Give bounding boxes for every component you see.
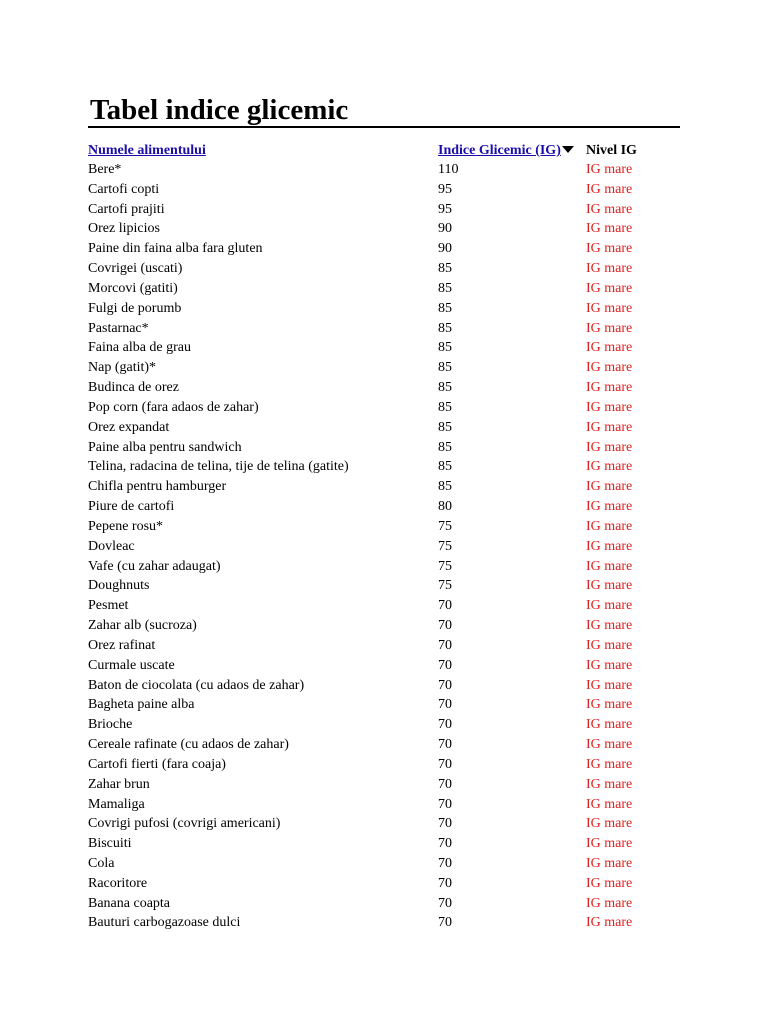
- ig-level-cell: IG mare: [586, 380, 633, 396]
- table-row: [88, 259, 688, 279]
- ig-value-cell: 85: [438, 300, 452, 316]
- ig-level-cell: IG mare: [586, 399, 633, 415]
- food-name-cell: Chifla pentru hamburger: [88, 479, 227, 495]
- ig-level-cell: IG mare: [586, 637, 633, 653]
- food-name-cell: Orez expandat: [88, 419, 170, 435]
- ig-value-cell: 70: [438, 836, 452, 852]
- table-row: [88, 378, 688, 398]
- ig-value-cell: 70: [438, 915, 452, 931]
- ig-value-cell: 85: [438, 459, 452, 475]
- table-row: [88, 636, 688, 656]
- ig-value-cell: 85: [438, 340, 452, 356]
- table-row: [88, 438, 688, 458]
- ig-level-cell: IG mare: [586, 915, 633, 931]
- food-name-cell: Orez lipicios: [88, 221, 160, 237]
- page-title: Tabel indice glicemic: [90, 94, 349, 126]
- table-row: [88, 358, 688, 378]
- ig-level-cell: IG mare: [586, 855, 633, 871]
- food-name-cell: Nap (gatit)*: [88, 360, 157, 376]
- ig-value-cell: 80: [438, 499, 452, 515]
- food-name-cell: Doughnuts: [88, 578, 150, 594]
- ig-level-cell: IG mare: [586, 340, 633, 356]
- ig-level-cell: IG mare: [586, 221, 633, 237]
- ig-level-cell: IG mare: [586, 518, 633, 534]
- ig-level-cell: IG mare: [586, 439, 633, 455]
- food-name-cell: Paine din faina alba fara gluten: [88, 241, 263, 257]
- table-row: [88, 913, 688, 933]
- table-row: [88, 755, 688, 775]
- food-name-cell: Bauturi carbogazoase dulci: [88, 915, 241, 931]
- ig-level-cell: IG mare: [586, 300, 633, 316]
- food-name-cell: Paine alba pentru sandwich: [88, 439, 242, 455]
- ig-value-cell: 95: [438, 201, 452, 217]
- food-name-cell: Pastarnac*: [88, 320, 149, 336]
- ig-level-cell: IG mare: [586, 737, 633, 753]
- food-name-cell: Pop corn (fara adaos de zahar): [88, 399, 259, 415]
- ig-level-cell: IG mare: [586, 756, 633, 772]
- food-name-cell: Fulgi de porumb: [88, 300, 182, 316]
- ig-level-cell: IG mare: [586, 895, 633, 911]
- ig-value-cell: 70: [438, 697, 452, 713]
- food-name-cell: Baton de ciocolata (cu adaos de zahar): [88, 677, 305, 693]
- ig-value-cell: 85: [438, 261, 452, 277]
- table-row: [88, 279, 688, 299]
- ig-value-cell: 70: [438, 855, 452, 871]
- title-underline: [88, 126, 680, 128]
- table-row: [88, 457, 688, 477]
- food-name-cell: Vafe (cu zahar adaugat): [88, 558, 221, 574]
- ig-value-cell: 75: [438, 558, 452, 574]
- sort-by-name-link[interactable]: Numele alimentului: [88, 143, 206, 158]
- ig-value-cell: 85: [438, 439, 452, 455]
- food-name-cell: Cartofi copti: [88, 181, 160, 197]
- table-row: [88, 200, 688, 220]
- table-row: [88, 775, 688, 795]
- table-row: [88, 874, 688, 894]
- ig-level-cell: IG mare: [586, 280, 633, 296]
- ig-level-cell: IG mare: [586, 776, 633, 792]
- table-row: [88, 735, 688, 755]
- food-name-cell: Orez rafinat: [88, 637, 156, 653]
- ig-value-cell: 85: [438, 419, 452, 435]
- glycemic-table: [88, 160, 688, 933]
- table-row: [88, 676, 688, 696]
- table-row: [88, 834, 688, 854]
- table-row: [88, 219, 688, 239]
- ig-level-cell: IG mare: [586, 836, 633, 852]
- food-name-cell: Zahar alb (sucroza): [88, 618, 197, 634]
- level-header: Nivel IG: [586, 143, 637, 158]
- ig-level-cell: IG mare: [586, 717, 633, 733]
- ig-level-cell: IG mare: [586, 677, 633, 693]
- ig-value-cell: 85: [438, 280, 452, 296]
- ig-level-cell: IG mare: [586, 796, 633, 812]
- ig-level-cell: IG mare: [586, 558, 633, 574]
- ig-value-cell: 70: [438, 598, 452, 614]
- ig-level-cell: IG mare: [586, 875, 633, 891]
- food-name-cell: Budinca de orez: [88, 380, 179, 396]
- ig-value-cell: 85: [438, 479, 452, 495]
- table-row: [88, 715, 688, 735]
- food-name-cell: Faina alba de grau: [88, 340, 192, 356]
- ig-level-cell: IG mare: [586, 241, 633, 257]
- table-row: [88, 795, 688, 815]
- food-name-cell: Banana coapta: [88, 895, 171, 911]
- table-row: [88, 338, 688, 358]
- ig-value-cell: 85: [438, 380, 452, 396]
- ig-value-cell: 95: [438, 181, 452, 197]
- ig-level-cell: IG mare: [586, 499, 633, 515]
- ig-value-cell: 70: [438, 756, 452, 772]
- ig-value-cell: 70: [438, 618, 452, 634]
- ig-value-cell: 70: [438, 776, 452, 792]
- table-row: [88, 616, 688, 636]
- table-row: [88, 557, 688, 577]
- ig-value-cell: 75: [438, 538, 452, 554]
- ig-level-cell: IG mare: [586, 162, 633, 177]
- food-name-cell: Bagheta paine alba: [88, 697, 195, 713]
- sort-by-ig-header: [438, 141, 574, 161]
- table-row: [88, 180, 688, 200]
- ig-value-cell: 90: [438, 241, 452, 257]
- food-name-cell: Covrigi pufosi (covrigi americani): [88, 816, 281, 832]
- ig-value-cell: 70: [438, 796, 452, 812]
- table-row: [88, 854, 688, 874]
- food-name-cell: Pesmet: [88, 598, 129, 614]
- ig-level-cell: IG mare: [586, 697, 633, 713]
- food-name-cell: Covrigei (uscati): [88, 261, 183, 277]
- table-row: [88, 596, 688, 616]
- table-row: [88, 517, 688, 537]
- ig-value-cell: 85: [438, 360, 452, 376]
- table-row: [88, 398, 688, 418]
- ig-level-cell: IG mare: [586, 618, 633, 634]
- ig-level-cell: IG mare: [586, 459, 633, 475]
- table-row: [88, 814, 688, 834]
- table-row: [88, 695, 688, 715]
- food-name-cell: Bere*: [88, 162, 122, 177]
- ig-level-cell: IG mare: [586, 360, 633, 376]
- table-row: [88, 894, 688, 914]
- ig-value-cell: 70: [438, 737, 452, 753]
- table-row: [88, 299, 688, 319]
- ig-value-cell: 75: [438, 518, 452, 534]
- ig-level-cell: IG mare: [586, 598, 633, 614]
- table-row: [88, 160, 688, 180]
- table-row: [88, 656, 688, 676]
- ig-value-cell: 70: [438, 677, 452, 693]
- food-name-cell: Pepene rosu*: [88, 518, 164, 534]
- food-name-cell: Racoritore: [88, 875, 148, 891]
- table-row: [88, 497, 688, 517]
- ig-level-cell: IG mare: [586, 578, 633, 594]
- food-name-cell: Brioche: [88, 717, 133, 733]
- ig-value-cell: 70: [438, 895, 452, 911]
- sort-by-ig-link[interactable]: Indice Glicemic (IG): [438, 143, 561, 158]
- food-name-cell: Cereale rafinate (cu adaos de zahar): [88, 737, 289, 753]
- ig-value-cell: 75: [438, 578, 452, 594]
- ig-value-cell: 90: [438, 221, 452, 237]
- food-name-cell: Cartofi prajiti: [88, 201, 165, 217]
- ig-level-cell: IG mare: [586, 816, 633, 832]
- food-name-cell: Cola: [88, 855, 115, 871]
- ig-value-cell: 70: [438, 717, 452, 733]
- ig-value-cell: 110: [438, 162, 459, 177]
- table-row: [88, 576, 688, 596]
- ig-value-cell: 70: [438, 657, 452, 673]
- food-name-cell: Zahar brun: [88, 776, 150, 792]
- sort-descending-icon[interactable]: [562, 146, 574, 153]
- ig-value-cell: 70: [438, 875, 452, 891]
- food-name-cell: Telina, radacina de telina, tije de telina (gatite): [88, 459, 349, 475]
- table-row: [88, 418, 688, 438]
- ig-level-cell: IG mare: [586, 657, 633, 673]
- table-row: [88, 477, 688, 497]
- ig-level-cell: IG mare: [586, 201, 633, 217]
- food-name-cell: Cartofi fierti (fara coaja): [88, 756, 226, 772]
- table-header: [88, 141, 688, 161]
- ig-value-cell: 70: [438, 816, 452, 832]
- table-row: [88, 319, 688, 339]
- food-name-cell: Piure de cartofi: [88, 499, 175, 515]
- food-name-cell: Dovleac: [88, 538, 135, 554]
- ig-value-cell: 70: [438, 637, 452, 653]
- ig-value-cell: 85: [438, 320, 452, 336]
- food-name-cell: Mamaliga: [88, 796, 145, 812]
- ig-level-cell: IG mare: [586, 538, 633, 554]
- ig-level-cell: IG mare: [586, 320, 633, 336]
- ig-level-cell: IG mare: [586, 181, 633, 197]
- ig-level-cell: IG mare: [586, 419, 633, 435]
- ig-value-cell: 85: [438, 399, 452, 415]
- table-row: [88, 239, 688, 259]
- food-name-cell: Morcovi (gatiti): [88, 280, 178, 296]
- ig-level-cell: IG mare: [586, 479, 633, 495]
- table-row: [88, 537, 688, 557]
- food-name-cell: Biscuiti: [88, 836, 132, 852]
- ig-level-cell: IG mare: [586, 261, 633, 277]
- food-name-cell: Curmale uscate: [88, 657, 175, 673]
